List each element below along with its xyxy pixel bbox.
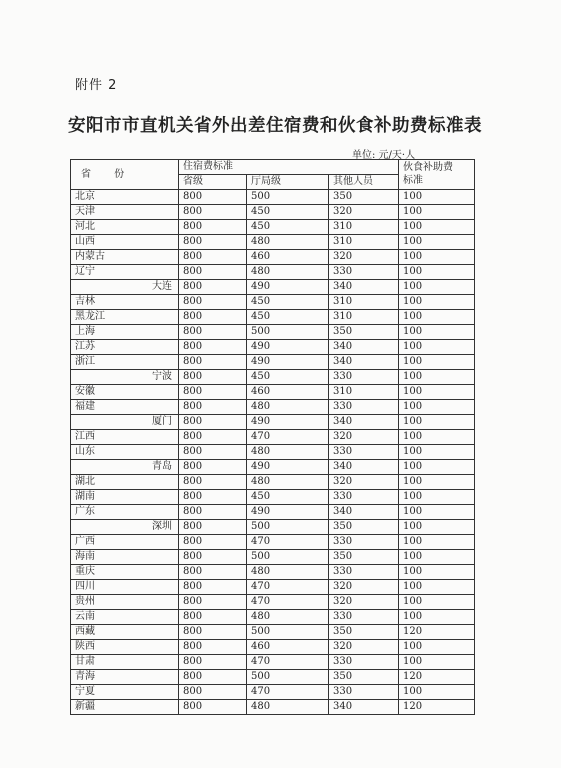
lodging-header: 住宿费标准 [179,160,399,175]
bureau-rate-cell: 500 [247,325,329,340]
bureau-rate-cell: 470 [247,430,329,445]
provincial-header: 省级 [179,175,247,190]
other-rate-cell: 340 [329,415,399,430]
table-row [71,490,475,505]
meal-allowance-cell: 100 [399,280,475,295]
provincial-rate-cell: 800 [179,190,247,205]
bureau-rate-cell: 450 [247,370,329,385]
table-row [71,445,475,460]
other-rate-cell: 310 [329,385,399,400]
provincial-rate-cell: 800 [179,355,247,370]
other-rate-cell: 330 [329,535,399,550]
bureau-rate-cell: 450 [247,205,329,220]
meal-allowance-cell: 100 [399,325,475,340]
bureau-rate-cell: 490 [247,280,329,295]
meal-allowance-cell: 100 [399,550,475,565]
bureau-rate-cell: 470 [247,595,329,610]
region-cell: 浙江 [71,355,179,370]
provincial-rate-cell: 800 [179,505,247,520]
bureau-rate-cell: 470 [247,580,329,595]
other-rate-cell: 310 [329,220,399,235]
bureau-rate-cell: 500 [247,550,329,565]
meal-allowance-cell: 100 [399,220,475,235]
provincial-rate-cell: 800 [179,205,247,220]
meal-allowance-cell: 100 [399,190,475,205]
provincial-rate-cell: 800 [179,325,247,340]
provincial-rate-cell: 800 [179,340,247,355]
region-cell: 内蒙古 [71,250,179,265]
table-row [71,640,475,655]
other-rate-cell: 350 [329,190,399,205]
standards-table [70,159,475,715]
bureau-rate-cell: 480 [247,565,329,580]
region-cell: 天津 [71,205,179,220]
meal-allowance-cell: 100 [399,535,475,550]
table-row [71,520,475,535]
other-rate-cell: 350 [329,550,399,565]
other-rate-cell: 320 [329,250,399,265]
provincial-rate-cell: 800 [179,445,247,460]
meal-allowance-cell: 100 [399,400,475,415]
other-rate-cell: 330 [329,265,399,280]
region-cell: 广东 [71,505,179,520]
bureau-rate-cell: 460 [247,385,329,400]
other-rate-cell: 310 [329,310,399,325]
bureau-rate-cell: 500 [247,520,329,535]
region-cell: 深圳 [71,520,179,535]
table-row [71,415,475,430]
provincial-rate-cell: 800 [179,700,247,715]
bureau-rate-cell: 490 [247,415,329,430]
other-rate-cell: 330 [329,565,399,580]
table-row [71,265,475,280]
provincial-rate-cell: 800 [179,490,247,505]
bureau-rate-cell: 470 [247,655,329,670]
bureau-rate-cell: 460 [247,640,329,655]
region-cell: 海南 [71,550,179,565]
other-rate-cell: 320 [329,430,399,445]
other-rate-cell: 340 [329,700,399,715]
region-cell: 宁夏 [71,685,179,700]
meal-allowance-cell: 100 [399,475,475,490]
meal-allowance-cell: 100 [399,235,475,250]
meal-allowance-cell: 100 [399,640,475,655]
meal-allowance-cell: 100 [399,505,475,520]
region-cell: 山东 [71,445,179,460]
meal-allowance-cell: 100 [399,595,475,610]
provincial-rate-cell: 800 [179,400,247,415]
provincial-rate-cell: 800 [179,550,247,565]
provincial-rate-cell: 800 [179,415,247,430]
meal-allowance-cell: 100 [399,445,475,460]
bureau-rate-cell: 450 [247,490,329,505]
meal-allowance-cell: 100 [399,655,475,670]
other-rate-cell: 310 [329,295,399,310]
table-row [71,280,475,295]
provincial-rate-cell: 800 [179,520,247,535]
meal-allowance-cell: 100 [399,250,475,265]
other-rate-cell: 320 [329,640,399,655]
table-row [71,565,475,580]
province-header: 省 份 [71,160,179,190]
provincial-rate-cell: 800 [179,565,247,580]
other-rate-cell: 330 [329,610,399,625]
region-cell: 湖南 [71,490,179,505]
bureau-rate-cell: 480 [247,400,329,415]
table-row [71,625,475,640]
region-cell: 湖北 [71,475,179,490]
table-row [71,505,475,520]
provincial-rate-cell: 800 [179,595,247,610]
other-rate-cell: 350 [329,520,399,535]
region-cell: 安徽 [71,385,179,400]
region-cell: 四川 [71,580,179,595]
meal-allowance-cell: 100 [399,610,475,625]
region-cell: 辽宁 [71,265,179,280]
provincial-rate-cell: 800 [179,535,247,550]
region-cell: 重庆 [71,565,179,580]
provincial-rate-cell: 800 [179,235,247,250]
bureau-rate-cell: 480 [247,235,329,250]
provincial-rate-cell: 800 [179,220,247,235]
bureau-rate-cell: 500 [247,625,329,640]
bureau-rate-cell: 470 [247,535,329,550]
meal-allowance-cell: 120 [399,670,475,685]
region-cell: 青岛 [71,460,179,475]
table-row [71,190,475,205]
table-row [71,310,475,325]
region-cell: 北京 [71,190,179,205]
region-cell: 河北 [71,220,179,235]
other-rate-cell: 330 [329,370,399,385]
other-rate-cell: 330 [329,490,399,505]
bureau-rate-cell: 470 [247,685,329,700]
bureau-rate-cell: 480 [247,445,329,460]
table-row [71,370,475,385]
other-rate-cell: 320 [329,595,399,610]
provincial-rate-cell: 800 [179,295,247,310]
provincial-rate-cell: 800 [179,580,247,595]
other-rate-cell: 320 [329,205,399,220]
region-cell: 江西 [71,430,179,445]
region-cell: 上海 [71,325,179,340]
table-row [71,385,475,400]
meal-allowance-cell: 100 [399,490,475,505]
region-cell: 厦门 [71,415,179,430]
meal-allowance-cell: 100 [399,415,475,430]
region-cell: 西藏 [71,625,179,640]
meal-header-line2: 标准 [403,175,424,186]
provincial-rate-cell: 800 [179,430,247,445]
table-row [71,535,475,550]
provincial-rate-cell: 800 [179,265,247,280]
bureau-rate-cell: 500 [247,190,329,205]
meal-allowance-cell: 100 [399,265,475,280]
bureau-rate-cell: 490 [247,505,329,520]
meal-allowance-cell: 100 [399,460,475,475]
other-rate-cell: 320 [329,475,399,490]
meal-allowance-cell: 100 [399,685,475,700]
meal-allowance-cell: 100 [399,520,475,535]
provincial-rate-cell: 800 [179,310,247,325]
bureau-rate-cell: 500 [247,670,329,685]
provincial-rate-cell: 800 [179,625,247,640]
meal-header-line1: 伙食补助费 [403,162,454,173]
provincial-rate-cell: 800 [179,280,247,295]
other-rate-cell: 330 [329,400,399,415]
meal-allowance-cell: 100 [399,355,475,370]
meal-allowance-cell: 120 [399,700,475,715]
meal-allowance-cell: 100 [399,430,475,445]
table-row [71,355,475,370]
table-row [71,700,475,715]
other-rate-cell: 350 [329,625,399,640]
region-cell: 甘肃 [71,655,179,670]
region-cell: 青海 [71,670,179,685]
bureau-rate-cell: 490 [247,355,329,370]
meal-allowance-cell: 100 [399,370,475,385]
table-row [71,325,475,340]
table-row [71,235,475,250]
provincial-rate-cell: 800 [179,250,247,265]
provincial-rate-cell: 800 [179,610,247,625]
meal-allowance-cell: 100 [399,340,475,355]
region-cell: 江苏 [71,340,179,355]
meal-allowance-cell: 100 [399,385,475,400]
table-row [71,205,475,220]
table-row [71,610,475,625]
bureau-rate-cell: 450 [247,310,329,325]
other-rate-cell: 340 [329,280,399,295]
table-row [71,580,475,595]
meal-allowance-cell: 120 [399,625,475,640]
provincial-rate-cell: 800 [179,685,247,700]
other-rate-cell: 340 [329,460,399,475]
other-rate-cell: 320 [329,580,399,595]
provincial-rate-cell: 800 [179,475,247,490]
region-cell: 宁波 [71,370,179,385]
bureau-rate-cell: 480 [247,265,329,280]
attachment-label: 附件 2 [75,78,118,93]
bureau-rate-cell: 480 [247,475,329,490]
region-cell: 陕西 [71,640,179,655]
region-cell: 新疆 [71,700,179,715]
other-rate-cell: 350 [329,670,399,685]
table-row [71,670,475,685]
header-row-1 [71,160,475,175]
table-row [71,685,475,700]
region-cell: 贵州 [71,595,179,610]
table-row [71,295,475,310]
meal-allowance-cell: 100 [399,310,475,325]
region-cell: 吉林 [71,295,179,310]
region-cell: 黑龙江 [71,310,179,325]
bureau-rate-cell: 460 [247,250,329,265]
other-rate-cell: 330 [329,685,399,700]
region-cell: 广西 [71,535,179,550]
table-row [71,400,475,415]
provincial-rate-cell: 800 [179,655,247,670]
other-rate-cell: 330 [329,655,399,670]
bureau-rate-cell: 490 [247,340,329,355]
region-cell: 大连 [71,280,179,295]
bureau-rate-cell: 450 [247,220,329,235]
unit-note: 单位: 元/天·人 [352,150,416,161]
region-cell: 福建 [71,400,179,415]
table-row [71,220,475,235]
region-cell: 云南 [71,610,179,625]
table-row [71,595,475,610]
region-cell: 山西 [71,235,179,250]
provincial-rate-cell: 800 [179,640,247,655]
meal-allowance-cell: 100 [399,565,475,580]
other-rate-cell: 350 [329,325,399,340]
table-row [71,460,475,475]
provincial-rate-cell: 800 [179,370,247,385]
provincial-rate-cell: 800 [179,460,247,475]
other-rate-cell: 340 [329,505,399,520]
bureau-rate-cell: 480 [247,610,329,625]
table-row [71,655,475,670]
document-title: 安阳市市直机关省外出差住宿费和伙食补助费标准表 [68,116,482,136]
table-row [71,250,475,265]
provincial-rate-cell: 800 [179,385,247,400]
provincial-rate-cell: 800 [179,670,247,685]
table-row [71,340,475,355]
other-rate-cell: 340 [329,340,399,355]
bureau-rate-cell: 490 [247,460,329,475]
table-row [71,430,475,445]
other-rate-cell: 310 [329,235,399,250]
other-header: 其他人员 [329,175,399,190]
meal-allowance-cell: 100 [399,205,475,220]
table-row [71,550,475,565]
meal-allowance-cell: 100 [399,295,475,310]
bureau-rate-cell: 450 [247,295,329,310]
meal-allowance-cell: 100 [399,580,475,595]
table-row [71,475,475,490]
bureau-header: 厅局级 [247,175,329,190]
meal-header [399,160,475,190]
bureau-rate-cell: 480 [247,700,329,715]
other-rate-cell: 330 [329,445,399,460]
other-rate-cell: 340 [329,355,399,370]
